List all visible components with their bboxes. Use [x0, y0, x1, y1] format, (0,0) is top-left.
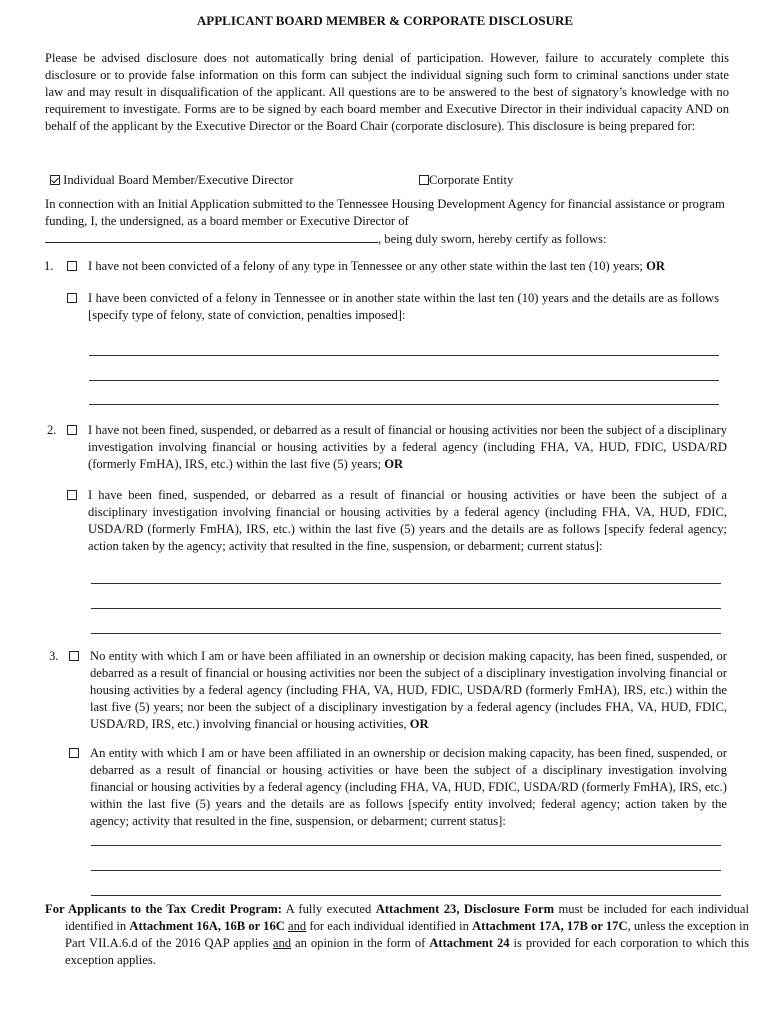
item-2-option-b-text: I have been fined, suspended, or debarred as a result of financial or housing activities or have been the subject of a disciplinary investigation involving financial or housing activities by a federal agency (including FHA, VA, HUD, FDIC, USDA/RD (formerly FmHA), IRS, etc.) within the last five (5) years and the details are as follows [specify federal agency; action taken by the agency; activity that resulted in the fine, suspension, or debarment; current status]: [88, 488, 727, 553]
item-1-answer-line[interactable] [89, 380, 719, 381]
item-3-answer-line[interactable] [91, 870, 721, 871]
note-bold: Attachment 24 [429, 936, 510, 950]
item-2-option-b[interactable] [67, 487, 727, 555]
item-3-option-a-checkbox[interactable] [69, 651, 79, 661]
note-text: for each individual identified in [306, 919, 473, 933]
item-1-option-b-text: I have been convicted of a felony in Tennessee or in another state within the last ten (10) years and the details are as follows [specify type of felony, state of conviction, penalties imposed]: [88, 291, 719, 322]
note-text: must be included for each individual identified in [65, 902, 749, 933]
item-2-answer-line[interactable] [91, 633, 721, 634]
note-text: is provided for each corporation to which this exception applies. [65, 936, 749, 967]
corporate-checkbox[interactable] [419, 175, 429, 185]
certification-ending: , being duly sworn, hereby certify as follows: [378, 232, 607, 246]
item-3-option-a[interactable] [69, 648, 727, 733]
item-2-option-a-text: I have not been fined, suspended, or debarred as a result of financial or housing activities nor been the subject of a disciplinary investigation involving financial or housing activities by a federal agency (including FHA, VA, HUD, FDIC, USDA/RD (formerly FmHA), IRS, etc.) within the last five (5) years; [88, 423, 727, 471]
item-number: 1. [44, 259, 54, 273]
individual-option-label: Individual Board Member/Executive Director [63, 173, 294, 187]
item-2-option-b-checkbox[interactable] [67, 490, 77, 500]
item-3-option-a-text: No entity with which I am or have been affiliated in an ownership or decision making capacity, has been fined, suspended, or debarred as a result of financial or housing activities nor been the subject of a disciplinary investigation involving financial or housing activities by a federal agency (including FHA, VA, HUD, FDIC, USDA/RD (formerly FmHA), IRS, etc.) within the last five (5) years; nor been the subject of a disciplinary investigation by a federal agency (includes FHA, VA, HUD, FDIC, USDA/RD, IRS, etc.) involving financial or housing activities, [90, 649, 727, 731]
or-label: OR [384, 457, 404, 471]
note-text: A fully executed [281, 902, 376, 916]
item-2-option-a[interactable] [67, 422, 727, 473]
note-underline: and [288, 919, 307, 933]
tax-credit-note-lead: For Applicants to the Tax Credit Program: [45, 902, 282, 916]
note-text: an opinion in the form of [291, 936, 430, 950]
item-1-option-b[interactable] [67, 290, 719, 324]
note-underline: and [272, 936, 292, 950]
note-bold: Attachment 23, Disclosure Form [375, 902, 555, 916]
intro-paragraph: Please be advised disclosure does not automatically bring denial of participation. However, failure to accurately complete this disclosure or to provide false information on this form can subject the individual signing such form to criminal sanctions under state law and may result in disqualification of the applicant. All questions are to be answered to the best of signatory’s knowledge with no requirement to investigate. Forms are to be signed by each board member and Executive Director in their individual capacity AND on behalf of the applicant by the Executive Director or the Board Chair (corporate disclosure). This disclosure is being prepared for: [45, 51, 729, 133]
item-3-option-b[interactable] [69, 745, 727, 830]
item-2-answer-line[interactable] [91, 583, 721, 584]
item-1-answer-line[interactable] [89, 404, 719, 405]
organization-name-field[interactable] [45, 230, 378, 243]
item-3-option-b-checkbox[interactable] [69, 748, 79, 758]
item-1-option-a-text: I have not been convicted of a felony of any type in Tennessee or any other state within the last ten (10) years; [88, 259, 643, 273]
item-3-answer-line[interactable] [91, 895, 721, 896]
note-text: , unless the exception in Part VII.A.6.d of the 2016 QAP applies [65, 919, 749, 950]
item-3-answer-line[interactable] [91, 845, 721, 846]
tax-credit-note [45, 901, 749, 969]
note-bold: Attachment 16A, 16B or 16C [129, 919, 285, 933]
item-3-option-b-text: An entity with which I am or have been affiliated in an ownership or decision making capacity, has been fined, suspended, or debarred as a result of financial or housing activities or have been the subject of a disciplinary investigation involving financial or housing activities by a federal agency (including FHA, VA, HUD, FDIC, USDA/RD (formerly FmHA), IRS, etc.) within the last five (5) years and the details are as follows [specify entity involved; federal agency; action taken by the agency; activity that resulted in the fine, suspension, or debarment; current status]: [90, 746, 727, 828]
individual-checkbox[interactable] [50, 175, 60, 185]
certification-text: In connection with an Initial Application submitted to the Tennessee Housing Development Agency for financial assistance or program funding, I, the undersigned, as a board member or Executive Director of [45, 197, 725, 228]
note-bold: Attachment 17A, 17B or 17C [472, 919, 628, 933]
item-number: 3. [49, 649, 59, 663]
item-number: 2. [47, 423, 57, 437]
or-label: OR [409, 717, 429, 731]
individual-option[interactable] [50, 172, 294, 189]
or-label: OR [646, 259, 665, 273]
item-1-answer-line[interactable] [89, 355, 719, 356]
corporate-option[interactable] [419, 172, 513, 189]
item-1-option-a-checkbox[interactable] [67, 261, 77, 271]
form-title: APPLICANT BOARD MEMBER & CORPORATE DISCLOSURE [196, 13, 574, 28]
certification-statement [45, 196, 729, 248]
item-2-answer-line[interactable] [91, 608, 721, 609]
item-1-option-b-checkbox[interactable] [67, 293, 77, 303]
item-1-option-a[interactable] [67, 258, 729, 275]
item-2-option-a-checkbox[interactable] [67, 425, 77, 435]
corporate-option-label: Corporate Entity [429, 173, 514, 187]
